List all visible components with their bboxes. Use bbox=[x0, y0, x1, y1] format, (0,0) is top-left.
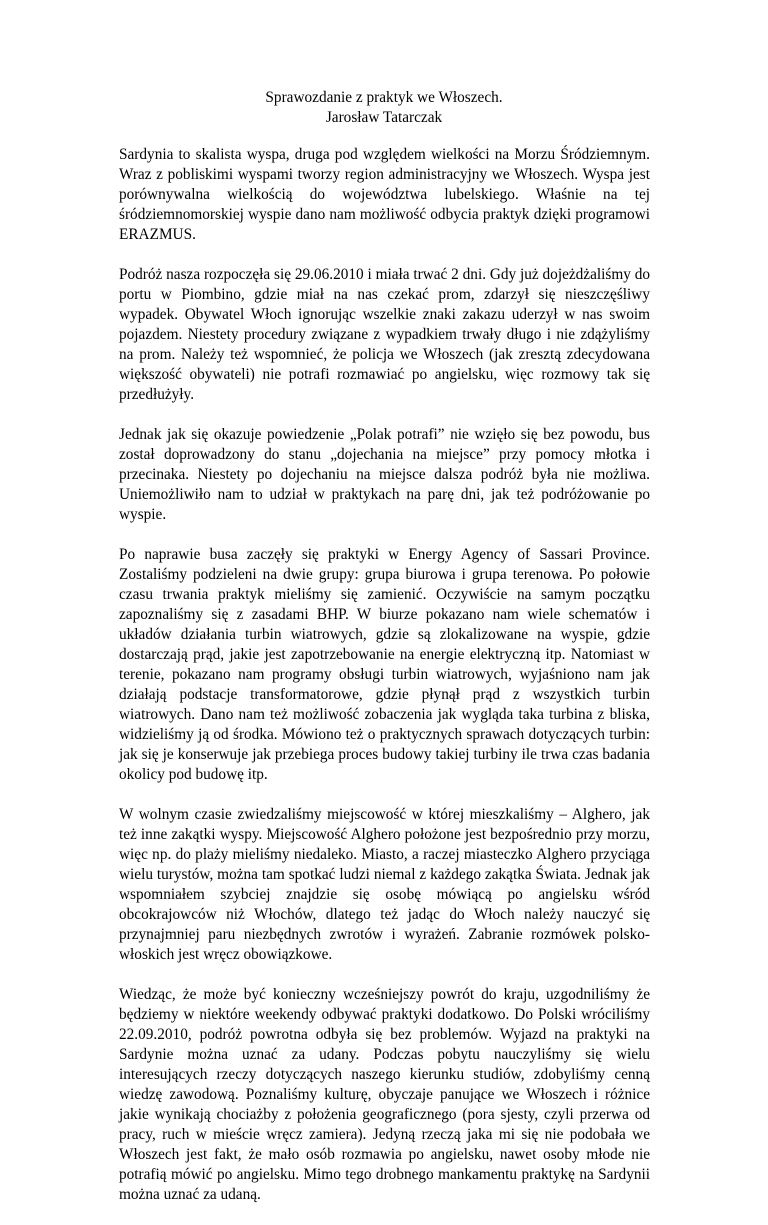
document-title: Sprawozdanie z praktyk we Włoszech. bbox=[265, 89, 503, 106]
paragraph-2: Podróż nasza rozpoczęła się 29.06.2010 i miała trwać 2 dni. Gdy już dojeżdżaliśmy do portu w Piombino, gdzie miał na nas czekać prom, zdarzył się nieszczęśliwy wypadek. Obywatel Włoch ignorując wszelkie znaki zakazu uderzył w nas swoim pojazdem. Niestety procedury związane z wypadkiem trwały długo i nie zdążyliśmy na prom. Należy też wspomnieć, że policja we Włoszech (jak zresztą zdecydowana większość obywateli) nie potrafi rozmawiać po angielsku, więc rozmowy tak się przedłużyły. bbox=[119, 266, 650, 403]
paragraph-6: Wiedząc, że może być konieczny wcześniejszy powrót do kraju, uzgodniliśmy że będziemy w niektóre weekendy odbywać praktyki dodatkowo. Do Polski wróciliśmy 22.09.2010, podróż powrotna odbyła się bez problemów. Wyjazd na praktyki na Sardynie można uznać za udany. Podczas pobytu nauczyliśmy się wielu interesujących rzeczy dotyczących naszego kierunku studiów, zdobyliśmy cenną wiedzę zawodową. Poznaliśmy kulturę, obyczaje panujące we Włoszech i różnice jakie wynikają chociażby z położenia geograficznego (pora sjesty, czyli przerwa od pracy, ruch w mieście wręcz zamiera). Jedyną rzeczą jaka mi się nie podobała we Włoszech jest fakt, że mało osób rozmawia po angielsku, nawet osoby młode nie potrafią mówić po angielsku. Mimo tego drobnego mankamentu praktykę na Sardynii można uznać za udaną. bbox=[119, 986, 650, 1203]
paragraph-5: W wolnym czasie zwiedzaliśmy miejscowość w której mieszkaliśmy – Alghero, jak też inne zakątki wyspy. Miejscowość Alghero położone jest bezpośrednio przy morzu, więc np. do plaży mieliśmy niedaleko. Miasto, a raczej miasteczko Alghero przyciąga wielu turystów, można tam spotkać ludzi niemal z każdego zakątka Świata. Jednak jak wspomniałem szybciej znajdzie się osobę mówiącą po angielsku wśród obcokrajowców niż Włochów, dlatego też jadąc do Włoch należy nauczyć się przynajmniej paru niezbędnych zwrotów i wyrażeń. Zabranie rozmówek polsko-włoskich jest wręcz obowiązkowe. bbox=[119, 806, 650, 963]
paragraph-3: Jednak jak się okazuje powiedzenie „Polak potrafi” nie wzięło się bez powodu, bus został doprowadzony do stanu „dojechania na miejsce” przy pomocy młotka i przecinaka. Niestety po dojechaniu na miejsce dalsza podróż była nie możliwa. Uniemożliwiło nam to udział w praktykach na parę dni, jak też podróżowanie po wyspie. bbox=[119, 426, 650, 523]
document-body bbox=[119, 145, 650, 1225]
document-author: Jarosław Tatarczak bbox=[325, 109, 443, 126]
paragraph-4: Po naprawie busa zaczęły się praktyki w Energy Agency of Sassari Province. Zostaliśmy podzieleni na dwie grupy: grupa biurowa i grupa terenowa. Po połowie czasu trwania praktyk mieliśmy się zamienić. Oczywiście na samym początku zapoznaliśmy się z zasadami BHP. W biurze pokazano nam wiele schematów i układów działania turbin wiatrowych, gdzie są zlokalizowane na wyspie, gdzie dostarczają prąd, jakie jest zapotrzebowanie na energie elektryczną itp. Natomiast w terenie, pokazano nam programy obsługi turbin wiatrowych, wyjaśniono nam jak działają podstacje transformatorowe, gdzie płynął prąd z wszystkich turbin wiatrowych. Dano nam też możliwość zobaczenia jak wygląda taka turbina z bliska, widzieliśmy ją od środka. Mówiono też o praktycznych sprawach dotyczących turbin: jak się je konserwuje jak przebiega proces budowy takiej turbiny ile trwa czas badania okolicy pod budowę itp. bbox=[119, 546, 650, 783]
paragraph-1: Sardynia to skalista wyspa, druga pod względem wielkości na Morzu Śródziemnym. Wraz z pobliskimi wyspami tworzy region administracyjny we Włoszech. Wyspa jest porównywalna wielkością do województwa lubelskiego. Właśnie na tej śródziemnomorskiej wyspie dano nam możliwość odbycia praktyk dzięki programowi ERAZMUS. bbox=[119, 146, 650, 243]
title-block bbox=[0, 88, 768, 128]
